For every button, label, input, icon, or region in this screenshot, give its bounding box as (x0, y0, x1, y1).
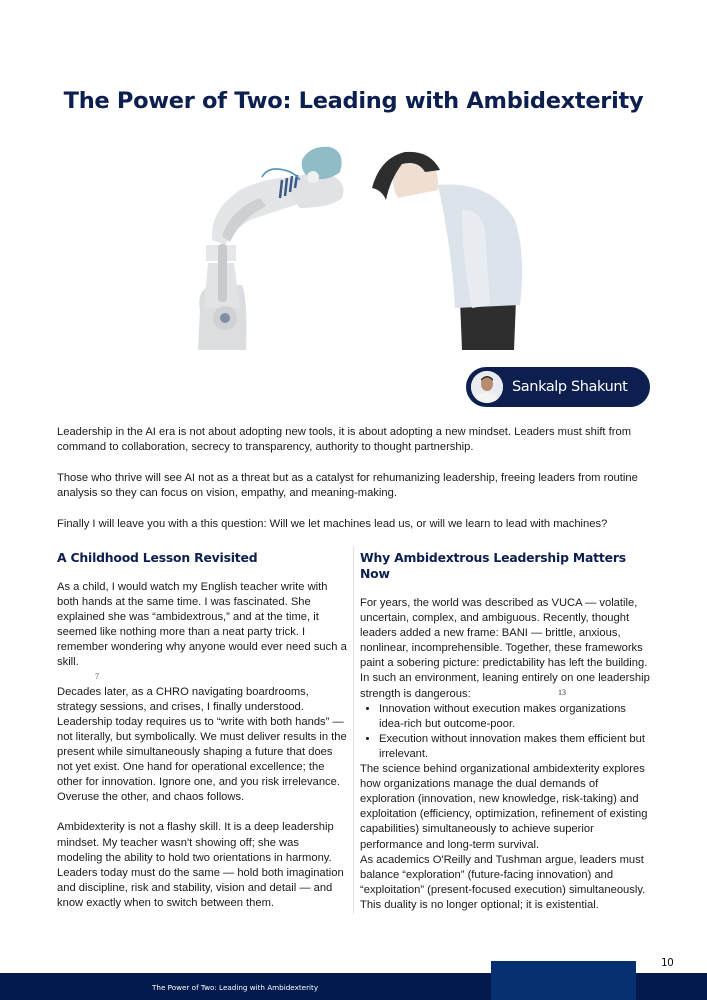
body-paragraph: Ambidexterity is not a flashy skill. It is a deep leadership mindset. My teacher wasn't showing off; she was modeling the ability to hold two orientations in harmony. Leaders today must do the same — hold both imagination and discipline, risk and stability, vision and detail — and know exactly when to switch between them. (57, 821, 344, 909)
page-number: 10 (661, 957, 674, 969)
bullet-item: • Execution without innovation makes them efficient but irrelevant. (379, 732, 652, 762)
author-avatar (471, 371, 503, 403)
bullet-list (360, 702, 652, 762)
article-title: The Power of Two: Leading with Ambidexterity (63, 88, 644, 114)
intro-paragraph: Leadership in the AI era is not about adopting new tools, it is about adopting a new mindset. Leaders must shift from command to collaboration, secrecy to transparency, authority to thought partnership. (57, 426, 632, 454)
section-heading: A Childhood Lesson Revisited (57, 550, 258, 565)
right-column (360, 550, 652, 913)
footnote-marker: 13 (558, 688, 566, 697)
column-divider (353, 546, 354, 914)
body-paragraph: In such an environment, leaning entirely on one leadership strength is dangerous: (360, 672, 650, 700)
section-heading: Why Ambidextrous Leadership Matters Now (360, 550, 626, 581)
robot-figure (198, 147, 344, 350)
intro-section (57, 425, 657, 547)
robot-and-human-bowing-illustration (190, 140, 530, 360)
body-paragraph: Decades later, as a CHRO navigating boardrooms, strategy sessions, and crises, I finally understood. Leadership today requires us to “write with both hands” — not literally, but symbolically. We must deliver results in the present while simultaneously shaping a future that does not yet exist. One hand for operational excellence; the other for innovation. Ignore one, and you risk irrelevance. Overuse the other, and chaos follows. (57, 685, 347, 804)
author-photo-icon (471, 371, 503, 403)
body-paragraph: For years, the world was described as VUCA — volatile, uncertain, complex, and ambiguous. Recently, thought leaders added a new frame: BANI — brittle, anxious, nonlinear, incomprehensible. Together, these frameworks paint a sobering picture: predictability has left the building. (360, 597, 648, 670)
footnote-marker: 7 (95, 671, 99, 681)
author-badge (466, 367, 650, 407)
left-column (57, 550, 347, 911)
footer-title: The Power of Two: Leading with Ambidexterity (152, 983, 319, 992)
body-paragraph: The science behind organizational ambidexterity explores how organizations manage the dual demands of exploration (innovation, new knowledge, risk-taking) and exploitation (efficiency, optimization, refinement of existing capabilities) simultaneously to achieve superior performance and long-term survival. (360, 763, 648, 851)
bullet-item: • Innovation without execution makes organizations idea-rich but outcome-poor. (379, 702, 652, 732)
human-figure (372, 152, 522, 350)
body-paragraph: As a child, I would watch my English teacher write with both hands at the same time. I was fascinated. She explained she was “ambidextrous,” and at the time, it seemed like nothing more than a neat party trick. I remember wondering why anyone would ever need such a skill. (57, 581, 347, 669)
body-paragraph: As academics O'Reilly and Tushman argue, leaders must balance “exploration” (future-facing innovation) and “exploitation” (present-focused execution) simultaneously. This duality is no longer optional; it is existential. (360, 853, 646, 911)
intro-paragraph: Finally I will leave you with a this question: Will we let machines lead us, or will we learn to lead with machines? (57, 517, 608, 530)
author-name: Sankalp Shakunt (512, 379, 628, 395)
footer-accent-block (491, 961, 636, 1000)
intro-paragraph: Those who thrive will see AI not as a threat but as a catalyst for rehumanizing leadership, freeing leaders from routine analysis so they can focus on vision, empathy, and meaning-making. (57, 471, 638, 500)
